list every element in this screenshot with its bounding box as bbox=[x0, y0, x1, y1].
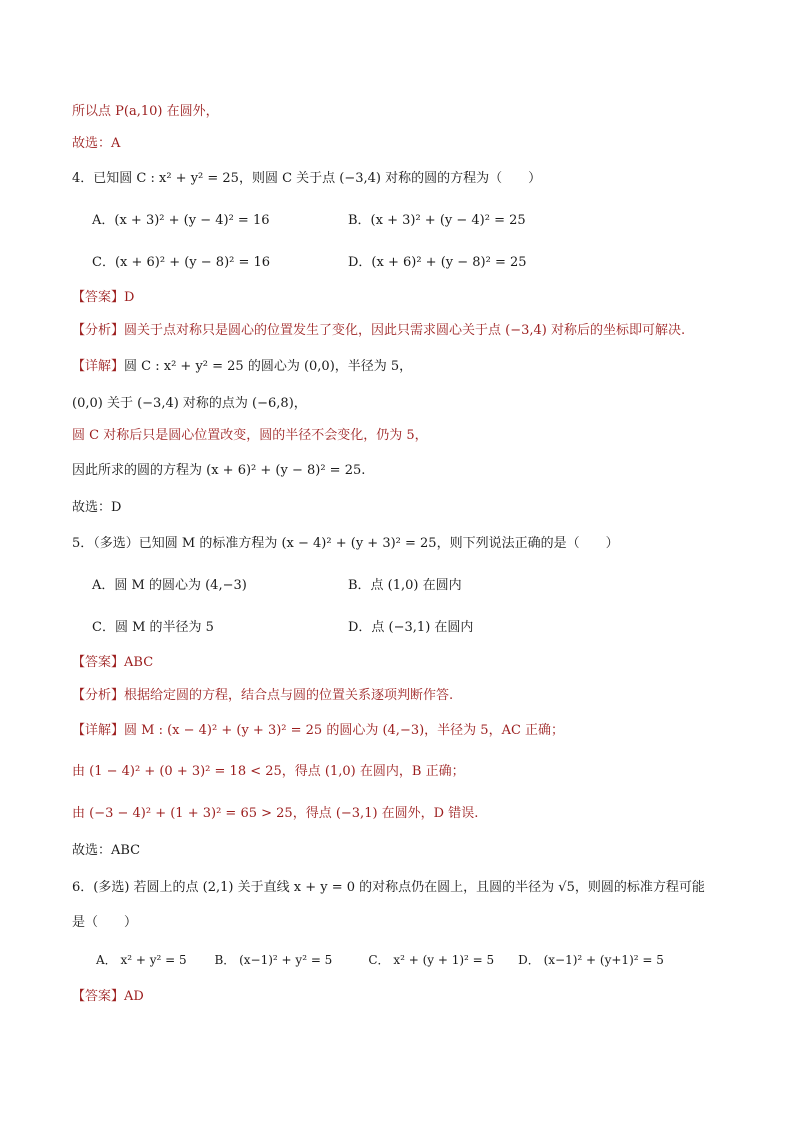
detail-line bbox=[72, 358, 412, 376]
option-b: B．点 (1,0) 在圆内 bbox=[348, 578, 462, 593]
option-b: B．(x + 3)² + (y − 4)² = 25 bbox=[348, 213, 526, 228]
text-line: 所以点 P(a,10) 在圆外， bbox=[72, 104, 219, 119]
detail-tag: 【详解】 bbox=[72, 723, 125, 738]
detail-text: 圆 C : x² + y² = 25 的圆心为 (0,0)，半径为 5， bbox=[124, 359, 413, 374]
text-line: 圆 C 对称后只是圆心位置改变，圆的半径不会变化，仍为 5， bbox=[72, 428, 428, 443]
option-a: A．(x + 3)² + (y − 4)² = 16 bbox=[92, 213, 270, 228]
answer-value: AD bbox=[124, 989, 144, 1004]
option-c: C．圆 M 的半径为 5 bbox=[92, 620, 214, 635]
question-6-cont: 是（ ） bbox=[72, 915, 138, 930]
analysis-text: 根据给定圆的方程，结合点与圆的位置关系逐项判断作答. bbox=[124, 688, 454, 703]
detail-line bbox=[72, 722, 564, 740]
option-d: D．点 (−3,1) 在圆内 bbox=[348, 620, 474, 635]
select-line: 故选：D bbox=[72, 500, 122, 515]
detail-text: 圆 M : (x − 4)² + (y + 3)² = 25 的圆心为 (4,−3)，半径为 5，AC 正确； bbox=[124, 723, 565, 738]
text-line: 由 (−3 − 4)² + (1 + 3)² = 65 > 25，得点 (−3,1) 在圆外，D 错误. bbox=[72, 806, 479, 821]
question-4: 4．已知圆 C : x² + y² = 25，则圆 C 关于点 (−3,4) 对称的圆的方程为（ ） bbox=[72, 171, 542, 186]
question-5: 5．（多选）已知圆 M 的标准方程为 (x − 4)² + (y + 3)² = 25，则下列说法正确的是（ ） bbox=[72, 536, 619, 551]
detail-tag: 【详解】 bbox=[72, 359, 125, 374]
question-6-options: A． x² + y² = 5 B． (x−1)² + y² = 5 C． x² + (y + 1)² = 5 D． (x−1)² + (y+1)² = 5 bbox=[96, 953, 664, 967]
option-c: C．(x + 6)² + (y − 8)² = 16 bbox=[92, 255, 271, 270]
text-line: 故选：A bbox=[72, 136, 121, 151]
text-line: (0,0) 关于 (−3,4) 对称的点为 (−6,8)， bbox=[72, 396, 307, 411]
analysis-text: 圆关于点对称只是圆心的位置发生了变化，因此只需求圆心关于点 (−3,4) 对称后的坐标即可解决. bbox=[124, 323, 686, 338]
analysis-tag: 【分析】 bbox=[72, 323, 125, 338]
analysis-tag: 【分析】 bbox=[72, 688, 125, 703]
select-line: 故选：ABC bbox=[72, 843, 141, 858]
text-line: 因此所求的圆的方程为 (x + 6)² + (y − 8)² = 25. bbox=[72, 463, 366, 478]
option-d: D．(x + 6)² + (y − 8)² = 25 bbox=[348, 255, 527, 270]
answer-line bbox=[72, 988, 144, 1006]
answer-value: D bbox=[124, 290, 135, 305]
analysis-line bbox=[72, 322, 685, 340]
answer-tag: 【答案】 bbox=[72, 655, 125, 670]
question-6: 6．(多选) 若圆上的点 (2,1) 关于直线 x + y = 0 的对称点仍在圆上，且圆的半径为 √5，则圆的标准方程可能 bbox=[72, 880, 705, 895]
answer-tag: 【答案】 bbox=[72, 989, 125, 1004]
option-a: A．圆 M 的圆心为 (4,−3) bbox=[92, 578, 247, 593]
answer-line bbox=[72, 654, 153, 672]
answer-tag: 【答案】 bbox=[72, 290, 125, 305]
analysis-line bbox=[72, 687, 453, 705]
answer-line bbox=[72, 289, 134, 307]
answer-value: ABC bbox=[124, 655, 154, 670]
text-line: 由 (1 − 4)² + (0 + 3)² = 18 < 25，得点 (1,0) 在圆内，B 正确； bbox=[72, 764, 465, 779]
